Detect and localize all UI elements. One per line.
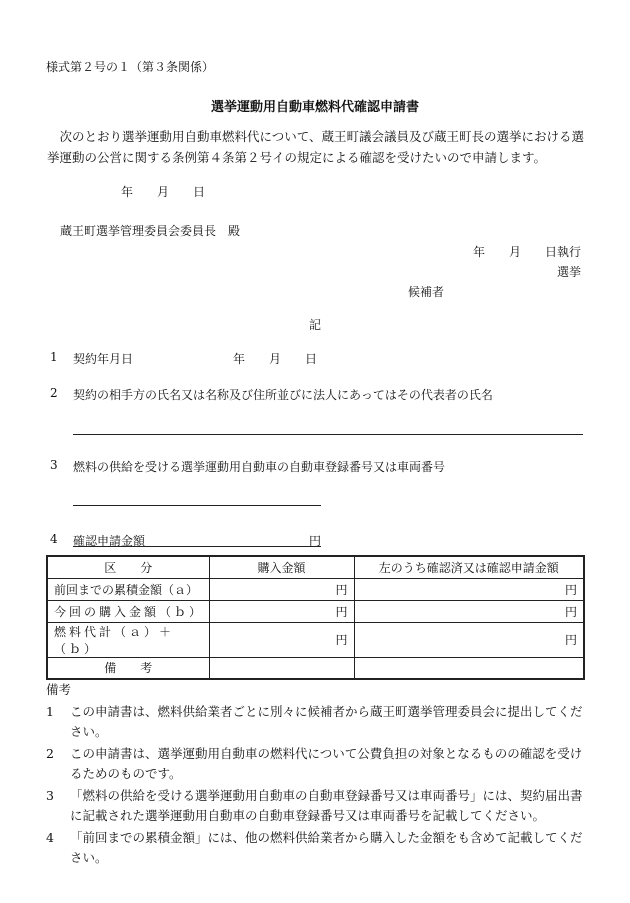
candidate-label: 候補者 — [408, 285, 445, 299]
confirmed-amount-cell[interactable]: 円 — [354, 622, 584, 657]
purchase-amount-cell[interactable]: 円 — [209, 600, 354, 622]
form-number: 様式第２号の１（第３条関係） — [46, 60, 215, 74]
remarks-purchase-cell[interactable] — [209, 657, 354, 679]
remarks-confirmed-cell[interactable] — [354, 657, 584, 679]
item-3-number: 3 — [50, 458, 58, 472]
remarks-label: 備 考 — [47, 657, 209, 679]
item-4-input-line[interactable] — [73, 546, 321, 547]
item-2-number: 2 — [50, 386, 58, 400]
confirmed-amount-cell[interactable]: 円 — [354, 600, 584, 622]
note-number: 4 — [46, 830, 54, 845]
ki-label: 記 — [309, 318, 322, 332]
header-kubun: 区 分 — [47, 556, 209, 578]
table-row — [47, 578, 584, 600]
notes-section — [46, 680, 586, 870]
notes-heading: 備考 — [46, 682, 72, 697]
note-number: 2 — [46, 746, 54, 761]
table-header-row — [47, 556, 584, 578]
note-text: 「前回までの累積金額」には、他の燃料供給業者から購入した金額をも含めて記載してください。 — [70, 830, 583, 865]
item-1-label: 契約年月日 — [73, 352, 134, 366]
item-4-unit: 円 — [309, 534, 322, 548]
purchase-amount-cell[interactable]: 円 — [209, 622, 354, 657]
table-remarks-row — [47, 657, 584, 679]
table-row — [47, 600, 584, 622]
item-1-date: 年 月 日 — [233, 352, 318, 366]
item-1-number: 1 — [50, 350, 58, 364]
confirmed-amount-cell[interactable]: 円 — [354, 578, 584, 600]
document-title: 選挙運動用自動車燃料代確認申請書 — [210, 100, 419, 115]
row-label: 燃料代計（ａ）＋（ｂ） — [47, 622, 209, 657]
note-number: 1 — [46, 704, 54, 719]
item-2-label: 契約の相手方の氏名又は名称及び住所並びに法人にあってはその代表者の氏名 — [73, 388, 493, 402]
note-text: 「燃料の供給を受ける選挙運動用自動車の自動車登録番号又は車両番号」には、契約届出書に記載された選挙運動用自動車の自動車登録番号又は車両番号を記載してください。 — [70, 788, 583, 823]
item-3-input-line[interactable] — [73, 505, 321, 506]
table-row — [47, 622, 584, 657]
note-item — [46, 744, 586, 784]
item-4-number: 4 — [50, 532, 58, 546]
item-3-label: 燃料の供給を受ける選挙運動用自動車の自動車登録番号又は車両番号 — [73, 460, 446, 474]
row-label: 今回の購入金額（ｂ） — [47, 600, 209, 622]
date-line: 年 月 日 — [121, 185, 206, 199]
row-label: 前回までの累積金額（ａ） — [47, 578, 209, 600]
amount-table — [46, 555, 585, 680]
intro-paragraph: 次のとおり選挙運動用自動車燃料代について、蔵王町議会議員及び蔵王町長の選挙における選挙運動の公営に関する条例第４条第２号イの規定による確認を受けたいので申請します。 — [47, 129, 585, 165]
note-item — [46, 786, 586, 826]
note-text: この申請書は、選挙運動用自動車の燃料代について公費負担の対象となるものの確認を受けるためのものです。 — [70, 746, 583, 781]
header-purchase-amount: 購入金額 — [209, 556, 354, 578]
note-text: この申請書は、燃料供給業者ごとに別々に候補者から蔵王町選挙管理委員会に提出してください。 — [70, 704, 583, 739]
election-label: 選挙 — [556, 265, 581, 279]
header-confirmed-amount: 左のうち確認済又は確認申請金額 — [354, 556, 584, 578]
note-item — [46, 828, 586, 868]
item-2-input-line[interactable] — [73, 434, 583, 435]
note-number: 3 — [46, 788, 54, 803]
election-date-line: 年 月 日執行 — [472, 245, 581, 259]
addressee: 蔵王町選挙管理委員会委員長 殿 — [60, 224, 241, 238]
note-item — [46, 702, 586, 742]
purchase-amount-cell[interactable]: 円 — [209, 578, 354, 600]
item-4-label: 確認申請金額 — [73, 534, 146, 548]
